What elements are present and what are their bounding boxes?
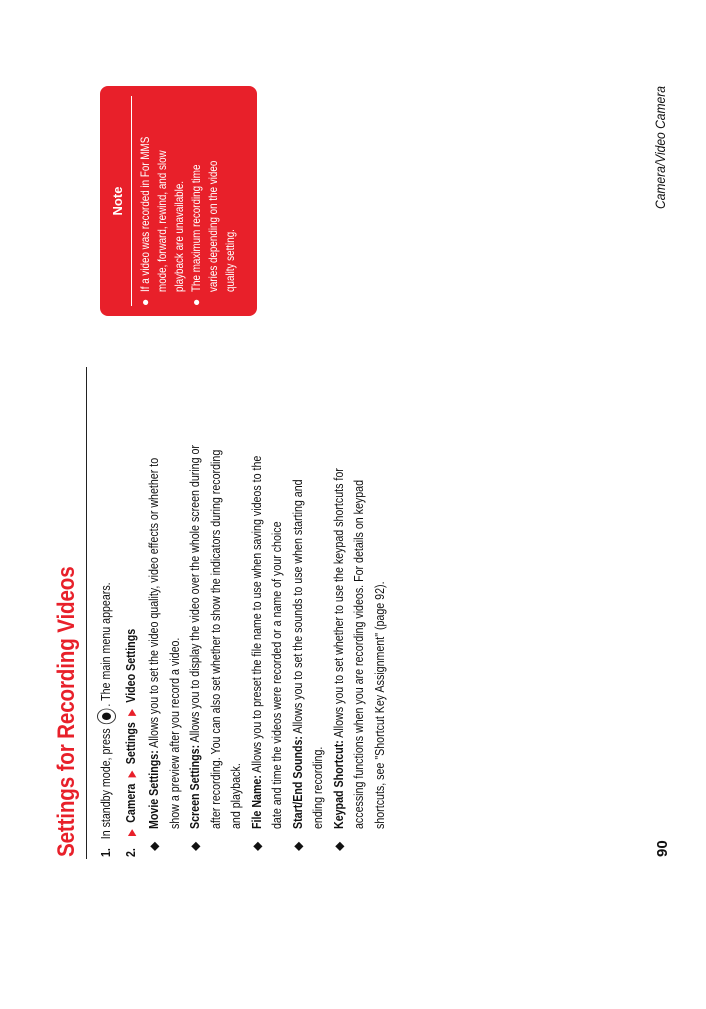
- diamond-icon: ◆: [188, 841, 202, 851]
- bullet-text: Allows you to set the sounds to use when starting and: [289, 479, 305, 734]
- step-number: 1.: [98, 848, 113, 857]
- bullet-file-name: [247, 357, 288, 857]
- camera-key-icon: [97, 708, 116, 724]
- bullet-keypad-shortcut: [329, 357, 391, 857]
- bullet-text: accessing functions when you are recording videos. For details on keypad: [351, 479, 366, 829]
- bullet-screen-settings: [185, 357, 247, 857]
- triangle-right-icon: ▶: [125, 708, 138, 716]
- menu-path-camera: Camera: [122, 783, 138, 823]
- bullet-text: Allows you to set whether to use the keypad shortcuts for: [330, 468, 346, 738]
- note-box: [100, 86, 257, 316]
- bullet-text: ending recording.: [310, 746, 325, 829]
- menu-path-video-settings: Video Settings: [122, 628, 138, 703]
- bullet-text: Allows you to preset the file name to use when saving videos to the: [248, 455, 264, 773]
- section-footer: Camera/Video Camera: [652, 86, 668, 209]
- page-number: 90: [654, 840, 671, 857]
- bullet-dot-icon: ●: [189, 298, 203, 306]
- diamond-icon: ◆: [147, 841, 161, 851]
- note-item: [188, 46, 239, 306]
- bullet-term: Keypad Shortcut:: [330, 740, 346, 829]
- step-1: [96, 447, 117, 857]
- note-item: [137, 46, 188, 306]
- step-2: [121, 447, 143, 857]
- diamond-icon: ◆: [249, 841, 264, 851]
- bullet-start-end-sounds: [288, 357, 329, 857]
- bullet-term: Start/End Sounds:: [289, 736, 305, 829]
- bullet-text: date and time the videos were recorded or a name of your choice: [269, 521, 284, 829]
- step-1-text-after: . The main menu appears.: [98, 582, 113, 707]
- bullet-text: Allows you to set the video quality, video effects or whether to: [146, 457, 161, 748]
- bullet-text: show a preview after you record a video.: [166, 637, 182, 829]
- bullet-term: Screen Settings:: [187, 744, 202, 829]
- menu-path-settings: Settings: [122, 722, 138, 765]
- title-rule: [86, 367, 87, 859]
- diamond-icon: ◆: [331, 841, 346, 851]
- note-text: The maximum recording time: [189, 164, 203, 292]
- triangle-right-icon: ▶: [125, 829, 138, 836]
- bullet-text: shortcuts, see "Shortcut Key Assignment" (page 92).: [371, 581, 387, 829]
- note-text: mode, forward, rewind, and slow: [155, 150, 169, 292]
- diamond-icon: ◆: [290, 841, 305, 851]
- bullet-term: Movie Settings:: [146, 750, 161, 829]
- bullet-text: Allows you to display the video over the whole screen during or: [187, 445, 202, 743]
- bullet-dot-icon: ●: [138, 298, 152, 306]
- instructions: [96, 357, 390, 857]
- bullet-text: and playback.: [228, 763, 243, 829]
- step-number: 2.: [122, 848, 138, 857]
- page-title: Settings for Recording Videos: [53, 566, 80, 857]
- bullet-movie-settings: [144, 357, 185, 857]
- triangle-right-icon: ▶: [125, 770, 138, 778]
- note-body: [137, 46, 239, 306]
- bullet-text: after recording. You can also set whether to show the indicators during recording: [207, 449, 223, 829]
- step-1-text-before: In standby mode, press: [98, 728, 113, 840]
- note-text: quality setting.: [223, 229, 237, 292]
- note-text: varies depending on the video: [206, 160, 220, 292]
- note-text: If a video was recorded in For MMS: [138, 136, 152, 292]
- note-title: Note: [110, 186, 125, 216]
- note-text: playback are unavailable.: [172, 180, 186, 292]
- bullet-term: File Name:: [248, 775, 264, 829]
- note-rule: [131, 96, 132, 306]
